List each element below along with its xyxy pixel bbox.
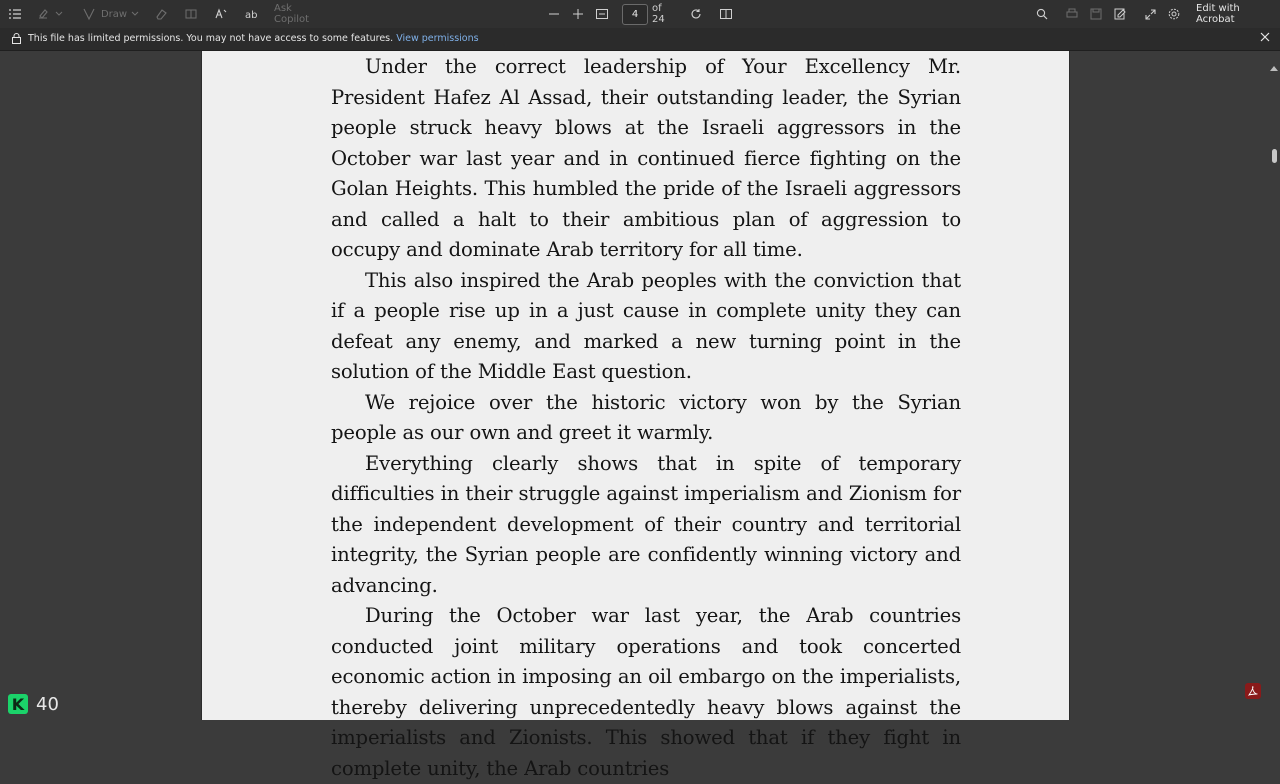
svg-text:ab: ab [244,10,257,21]
permissions-notice-text [28,33,479,44]
page-view-icon[interactable] [718,0,734,28]
erase-icon[interactable] [152,0,170,28]
paragraph: During the October war last year, the Arab countries conducted joint military operations and took concerted economic action in imposing an oil embargo on the imperialists, thereby delivering unprecedentedly heavy blows against the imperialists and Zionists. This showed that if they fight in complete unity, the Arab countries [331,604,961,780]
highlight-icon[interactable] [34,0,52,28]
acrobat-icon[interactable] [1245,683,1261,699]
page-number-input[interactable]: 4 [622,4,648,25]
highlight-dropdown-icon[interactable] [54,0,64,28]
overlay-badge [8,691,59,717]
paragraph: Everything clearly shows that in spite of temporary difficulties in their struggle against imperialism and Zionism for the independent development of their country and territorial integrity, the Syrian people are confidently winning victory and advancing. [331,451,961,597]
paragraph: Under the correct leadership of Your Excellency Mr. President Hafez Al Assad, their outstanding leader, the Syrian people struck heavy blows at the Israeli aggressors in the October war last year and in continued fierce fighting on the Golan Heights. This humbled the pride of the Israeli aggressors and called a halt to their ambitious plan of aggression to occupy and dominate Arab territory for all time. [331,55,961,261]
zoom-in-icon[interactable] [570,0,586,28]
fullscreen-icon[interactable] [1142,0,1158,28]
permissions-message: This file has limited permissions. You may not have access to some features. [28,33,394,44]
toolbar [0,0,1280,28]
draw-button[interactable]: Draw [100,8,128,20]
draw-dropdown-icon[interactable] [130,0,140,28]
view-permissions-link[interactable]: View permissions [396,33,479,44]
rotate-icon[interactable] [688,0,704,28]
fit-page-icon[interactable] [594,0,610,28]
scroll-up-arrow-icon[interactable] [1270,56,1278,75]
k-logo-icon: K [8,694,28,714]
document-viewport[interactable] [0,51,1280,780]
search-icon[interactable] [1034,0,1050,28]
draw-icon[interactable] [80,0,98,28]
close-icon[interactable] [1260,32,1270,45]
lock-icon [12,33,21,47]
contents-menu-icon[interactable] [6,0,24,28]
paragraph: This also inspired the Arab peoples with the conviction that if a people rise up in a just cause in complete unity they can defeat any enemy, and marked a new turning point in the solution of the Middle East question. [331,268,961,383]
read-aloud-icon[interactable] [212,0,230,28]
save-as-icon[interactable] [1112,0,1128,28]
add-text-icon[interactable] [182,0,200,28]
save-icon[interactable] [1088,0,1104,28]
settings-icon[interactable] [1166,0,1182,28]
scrollbar-thumb[interactable] [1272,149,1277,163]
paragraph: We rejoice over the historic victory won by the Syrian people as our own and greet it warmly. [331,390,961,444]
print-icon[interactable] [1064,0,1080,28]
ask-copilot-button[interactable]: Ask Copilot [274,3,310,25]
page-text [331,52,961,784]
edit-with-acrobat-button[interactable]: Edit with Acrobat [1196,3,1240,25]
permissions-notice-bar [0,28,1280,51]
badge-count: 40 [36,693,59,715]
translate-icon[interactable] [242,0,260,28]
page-total: of 24 [652,3,665,25]
pdf-page [201,51,1070,780]
zoom-out-icon[interactable] [546,0,562,28]
